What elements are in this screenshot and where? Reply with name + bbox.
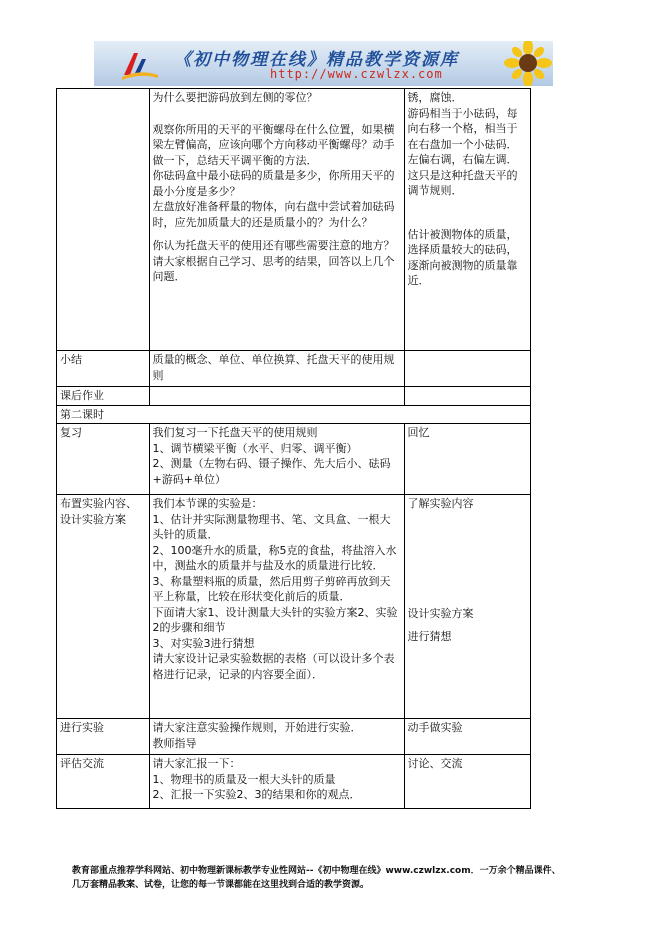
site-banner [94,41,553,86]
evaluate-note: 讨论、交流 [404,755,530,809]
row-label: 小结 [57,351,150,387]
table-row [57,387,531,406]
design-line: 3、对实验3进行猜想 [152,636,255,650]
evaluate-line: 1、物理书的质量及一根大头针的质量 [152,772,336,786]
row-label: 课后作业 [57,387,150,406]
table-row [57,755,531,809]
evaluate-content [149,755,404,809]
lesson-plan-table [56,88,531,809]
site-logo-icon [120,49,160,81]
table-row [57,89,531,351]
review-line: 1、调节横梁平衡（水平、归零、调平衡） [152,441,358,455]
question-zero-position: 为什么要把游码放到左侧的零位？ [152,91,318,104]
question-add-weights: 左盘放好准备秤量的物体，向右盘中尝试着加砝码时，应先加质量大的还是质量小的？为什么？ [152,200,395,229]
question-precautions: 你认为托盘天平的使用还有哪些需要注意的地方？ [152,239,395,252]
evaluate-line: 2、汇报一下实验2、3的结果和你的观点． [152,788,361,801]
banner-url[interactable]: http://www.czwlzx.com [270,67,443,81]
evaluate-line: 请大家汇报一下： [152,757,241,770]
design-line: 我们本节课的实验是： [152,497,263,510]
review-line: 2、测量（左物右码、镊子操作、先大后小、砝码+游码+单位） [152,457,391,486]
question-balance-nut: 观察你所用的天平的平衡螺母在什么位置，如果横梁左臂偏高，应该向哪个方向移动平衡螺母？动手做一下，总结天平调平衡的方法． [152,122,395,167]
experiment-content [149,719,404,755]
answer-rust: 锈，腐蚀． [407,91,463,104]
answer-rider: 游码相当于小砝码，每向右移一个格，相当于在右盘加一个小砝码． [407,106,518,151]
question-min-mass: 你砝码盒中最小砝码的质量是多少，你所用天平的最小分度是多少？ [152,169,395,198]
sunflower-icon [504,41,553,86]
design-line: 2、100毫升水的质量，称5克的食盐，将盐溶入水中，测盐水的质量并与盐及水的质量进行比较． [152,543,397,572]
design-notes [404,495,530,719]
banner-title: 《初中物理在线》精品教学资源库 [174,50,459,70]
review-content [149,424,404,495]
design-line: 1、估计并实际测量物理书、笔、文具盒、一根大头针的质量． [152,512,391,541]
row-label: 布置实验内容、设计实验方案 [57,495,150,719]
experiment-note: 动手做实验 [404,719,530,755]
row-label: 评估交流 [57,755,150,809]
page-footer [72,864,612,892]
table-row [57,424,531,495]
row-label [57,89,150,351]
activity-cell [149,89,404,351]
instruction-answer: 请大家根据自己学习、思考的结果，回答以上几个问题． [152,254,395,283]
experiment-line: 教师指导 [152,736,197,750]
answer-estimate: 估计被测物体的质量，选择质量较大的砝码，逐渐向被测物的质量靠近． [407,227,518,287]
experiment-line: 请大家注意实验操作规则，开始进行实验． [152,721,362,734]
design-note: 进行猜想 [407,630,452,643]
footer-line: 几万套精品教案、试卷，让您的每一节课都能在这里找到合适的教学资源。 [72,880,370,890]
design-line: 请大家设计记录实验数据的表格（可以设计多个表格进行记录，记录的内容要全面）． [152,652,395,681]
design-note: 了解实验内容 [407,497,474,510]
design-line: 3、称量塑料瓶的质量，然后用剪子剪碎再放到天平上称量，比较在形状变化前后的质量． [152,574,391,603]
student-activity-cell [404,89,530,351]
row-label: 复习 [57,424,150,495]
footer-line: 教育部重点推荐学科网站、初中物理新课标教学专业性网站--《初中物理在线》www.czwlzx.com．一万余个精品课件、 [72,866,561,876]
table-row [57,495,531,719]
design-note: 设计实验方案 [407,606,474,620]
summary-note [404,351,530,387]
section-heading: 第二课时 [57,405,531,424]
table-row [57,405,531,424]
row-label: 进行实验 [57,719,150,755]
table-row [57,719,531,755]
answer-adjust-rule: 左偏右调，右偏左调．这只是这种托盘天平的调节规则． [407,153,518,197]
design-content [149,495,404,719]
summary-content: 质量的概念、单位、单位换算、托盘天平的使用规则 [149,351,404,387]
review-line: 我们复习一下托盘天平的使用规则 [152,426,318,439]
review-note: 回忆 [404,424,530,495]
table-row [57,351,531,387]
design-line: 下面请大家1、设计测量大头针的实验方案2、实验2的步骤和细节 [152,605,398,634]
